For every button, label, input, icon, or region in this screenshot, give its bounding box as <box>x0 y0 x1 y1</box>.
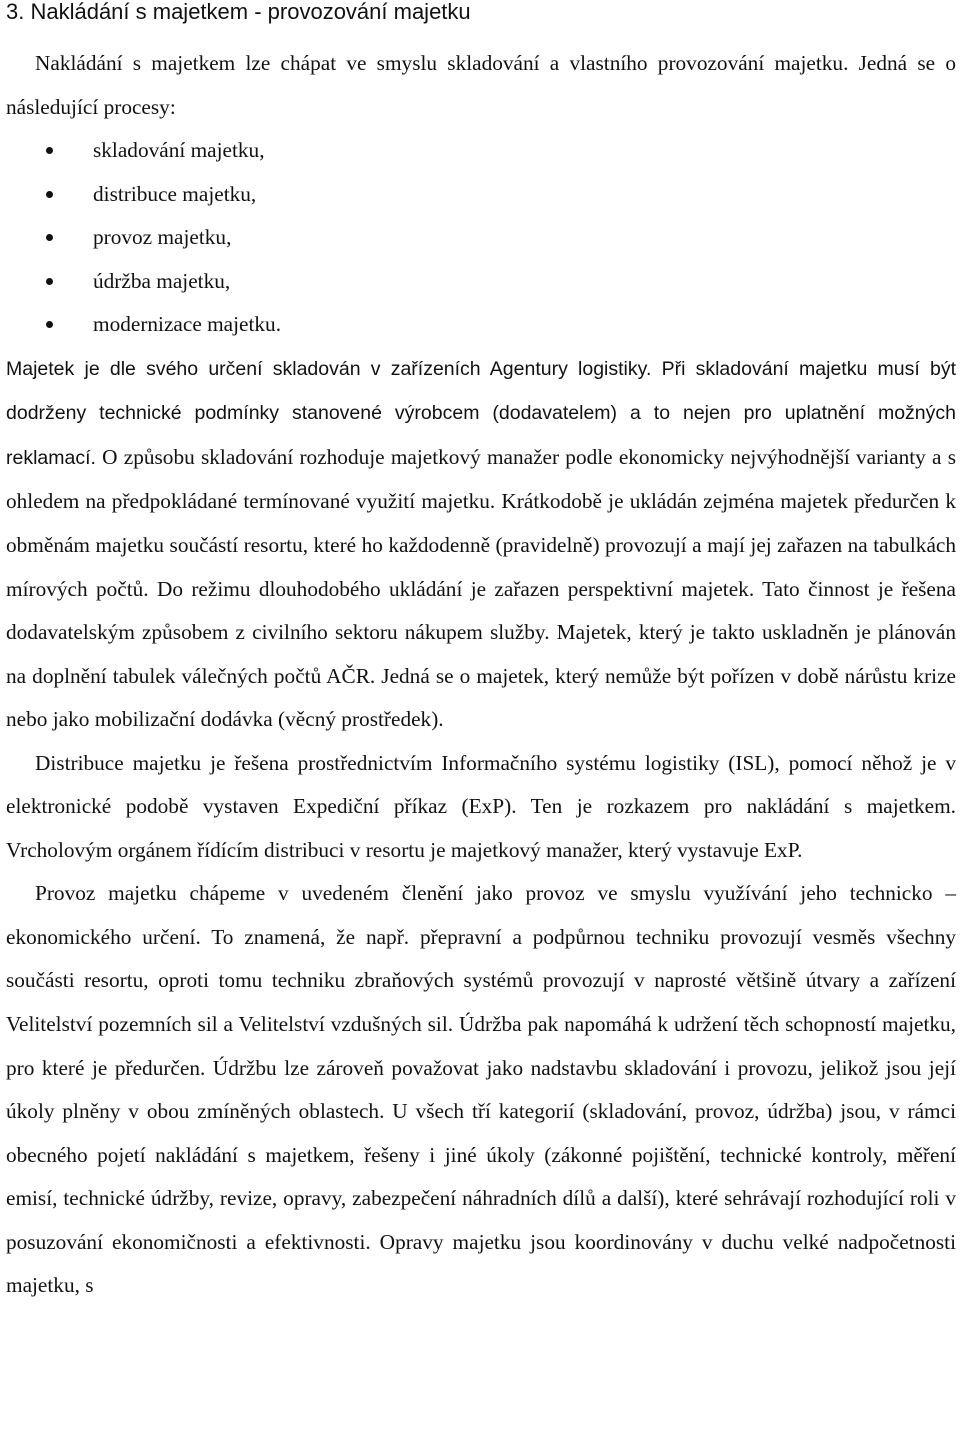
list-item <box>6 216 956 260</box>
bullet-icon <box>46 278 53 285</box>
bullet-icon <box>46 147 53 154</box>
intro-paragraph: Nakládání s majetkem lze chápat ve smyslu skladování a vlastního provozování majetku. Jedná se o následující procesy: <box>6 51 956 119</box>
list-item <box>6 173 956 217</box>
document-body <box>6 42 956 1308</box>
list-item-text: distribuce majetku, <box>93 181 257 206</box>
list-item <box>6 260 956 304</box>
bullet-icon <box>46 234 53 241</box>
section-heading: 3. Nakládání s majetkem - provozování majetku <box>6 0 471 24</box>
bullet-icon <box>46 321 53 328</box>
storage-paragraph-lead: Majetek je dle svého určení skladován v zařízeních Agentury logistiky. Při skladování majetku musí být dodrženy technické podmínky stanovené výrobcem (dodavatelem) a to nejen pro uplatnění možných reklamací. <box>6 357 956 469</box>
list-item-text: údržba majetku, <box>93 268 231 293</box>
storage-paragraph <box>6 347 956 742</box>
list-item <box>6 303 956 347</box>
storage-paragraph-rest: O způsobu skladování rozhoduje majetkový manažer podle ekonomicky nejvýhodnější varianty a s ohledem na předpokládané termínované využití majetku. Krátkodobě je ukládán zejména majetek předurčen k obměnám majetku součástí resortu, které ho každodenně (pravidelně) provozují a mají jej zařazen na tabulkách mírových počtů. Do režimu dlouhodobého ukládání je zařazen perspektivní majetek. Tato činnost je řešena dodavatelským způsobem z civilního sektoru nákupem služby. Majetek, který je takto uskladněn je plánován na doplnění tabulek válečných počtů AČR. Jedná se o majetek, který nemůže být pořízen v době nárůstu krize nebo jako mobilizační dodávka (věcný prostředek). <box>6 444 956 732</box>
operation-paragraph: Provoz majetku chápeme v uvedeném členění jako provoz ve smyslu využívání jeho technicko – ekonomického určení. To znamená, že např. přepravní a podpůrnou techniku provozují vesměs všechny součásti resortu, oproti tomu techniku zbraňových systémů provozují v naprosté většině útvary a zařízení Velitelství pozemních sil a Velitelství vzdušných sil. Údržba pak napomáhá k udržení těch schopností majetku, pro které je předurčen. Údržbu lze zároveň považovat jako nadstavbu skladování i provozu, jelikož jsou její úkoly plněny v obou zmíněných oblastech. U všech tří kategorií (skladování, provoz, údržba) jsou, v rámci obecného pojetí nakládání s majetkem, řešeny i jiné úkoly (zákonné pojištění, technické kontroly, měření emisí, technické údržby, revize, opravy, zabezpečení náhradních dílů a další), které sehrávají rozhodující roli v posuzování ekonomičnosti a efektivnosti. Opravy majetku jsou koordinovány v duchu velké nadpočetnosti majetku, s <box>6 881 956 1298</box>
list-item <box>6 129 956 173</box>
process-list <box>6 129 956 347</box>
list-item-text: provoz majetku, <box>93 225 232 250</box>
distribution-paragraph: Distribuce majetku je řešena prostřednictvím Informačního systému logistiky (ISL), pomocí něhož je v elektronické podobě vystaven Expediční příkaz (ExP). Ten je rozkazem pro nakládání s majetkem. Vrcholovým orgánem řídícím distribuci v resortu je majetkový manažer, který vystavuje ExP. <box>6 750 956 862</box>
list-item-text: skladování majetku, <box>93 138 265 163</box>
bullet-icon <box>46 191 53 198</box>
list-item-text: modernizace majetku. <box>93 312 282 337</box>
